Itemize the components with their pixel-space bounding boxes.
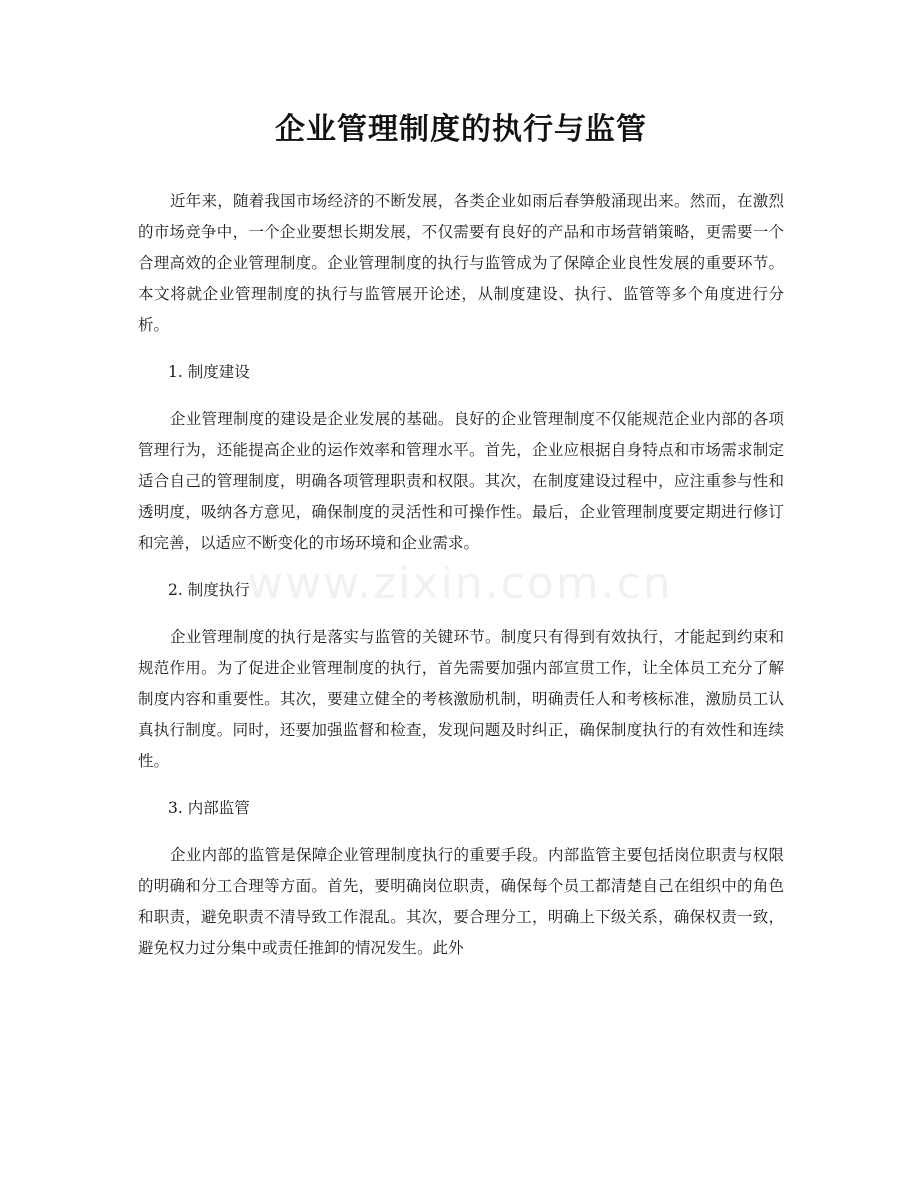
document-title: 企业管理制度的执行与监管: [275, 112, 647, 147]
intro-paragraph: 近年来，随着我国市场经济的不断发展，各类企业如雨后春笋般涌现出来。然而，在激烈的市场竞争中，一个企业要想长期发展，不仅需要有良好的产品和市场营销策略，更需要一个合理高效的企业管理制度。企业管理制度的执行与监管成为了保障企业良性发展的重要环节。本文将就企业管理制度的执行与监管展开论述，从制度建设、执行、监管等多个角度进行分析。: [138, 192, 784, 334]
section-heading-3: 3. 内部监管: [168, 799, 250, 817]
watermark: www.zixin.com.cn: [247, 558, 673, 609]
section-heading-2: 2. 制度执行: [168, 581, 250, 599]
section-heading-1: 1. 制度建设: [168, 363, 250, 381]
section-body-1: 企业管理制度的建设是企业发展的基础。良好的企业管理制度不仅能规范企业内部的各项管理行为，还能提高企业的运作效率和管理水平。首先，企业应根据自身特点和市场需求制定适合自己的管理制度，明确各项管理职责和权限。其次，在制度建设过程中，应注重参与性和透明度，吸纳各方意见，确保制度的灵活性和可操作性。最后，企业管理制度要定期进行修订和完善，以适应不断变化的市场环境和企业需求。: [138, 410, 784, 552]
section-body-3: 企业内部的监管是保障企业管理制度执行的重要手段。内部监管主要包括岗位职责与权限的明确和分工合理等方面。首先，要明确岗位职责，确保每个员工都清楚自己在组织中的角色和职责，避免职责不清导致工作混乱。其次，要合理分工，明确上下级关系，确保权责一致，避免权力过分集中或责任推卸的情况发生。此外: [138, 846, 784, 957]
section-body-2: 企业管理制度的执行是落实与监管的关键环节。制度只有得到有效执行，才能起到约束和规范作用。为了促进企业管理制度的执行，首先需要加强内部宣贯工作，让全体员工充分了解制度内容和重要性。其次，要建立健全的考核激励机制，明确责任人和考核标准，激励员工认真执行制度。同时，还要加强监督和检查，发现问题及时纠正，确保制度执行的有效性和连续性。: [138, 628, 784, 770]
